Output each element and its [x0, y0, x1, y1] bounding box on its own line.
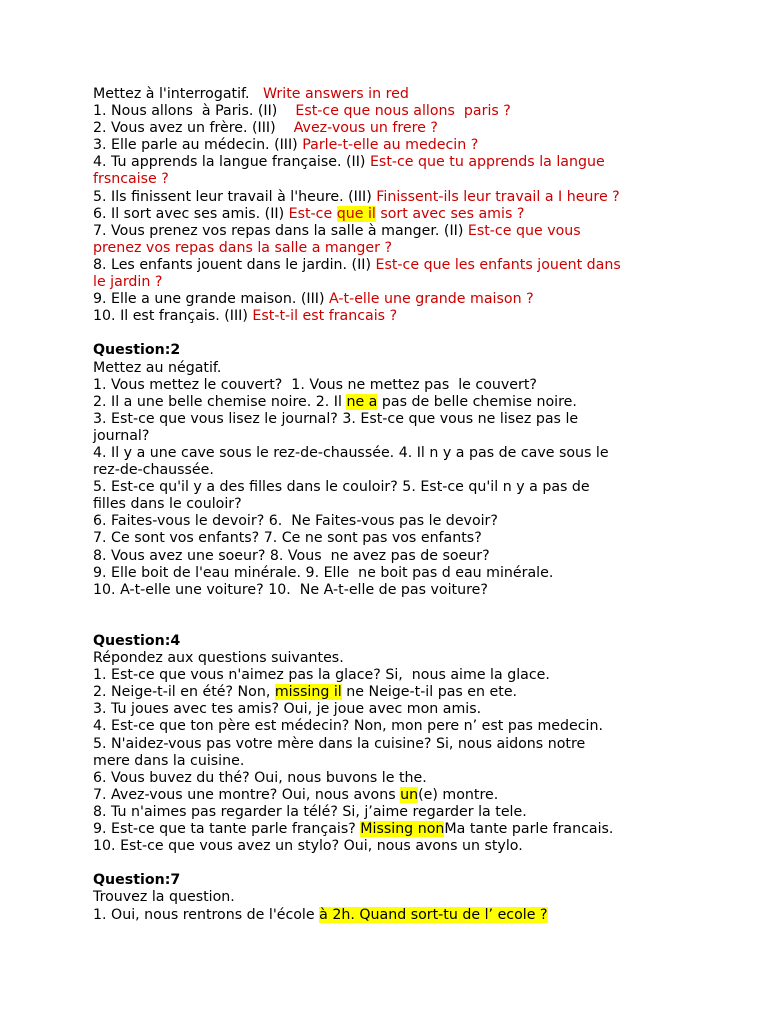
exercise-line: 7. Ce sont vos enfants? 7. Ce ne sont pas vos enfants? — [93, 530, 482, 547]
answer-text: Avez-vous un frere ? — [293, 120, 438, 137]
highlighted-text: Missing non — [360, 821, 445, 838]
exercise-line: 3. Elle parle au médecin. (III) Parle-t-elle au medecin ? — [93, 137, 479, 154]
exercise-line: 5. N'aidez-vous pas votre mère dans la cuisine? Si, nous aidons notre — [93, 735, 586, 752]
answer-text: A-t-elle une grande maison ? — [329, 291, 534, 308]
instruction-text: Répondez aux questions suivantes. — [93, 650, 344, 667]
exercise-line: 7. Vous prenez vos repas dans la salle à manger. (II) Est-ce que vous — [93, 222, 581, 239]
answer-text: Est-t-il est francais ? — [252, 308, 398, 325]
answer-text: Parle-t-elle au medecin ? — [302, 137, 479, 154]
highlighted-text: ne a — [346, 393, 378, 410]
exercise-line: 2. Vous avez un frère. (III) Avez-vous un frere ? — [93, 120, 438, 137]
exercise-line: rez-de-chaussée. — [93, 462, 214, 479]
exercise-line: 3. Est-ce que vous lisez le journal? 3. Est-ce que vous ne lisez pas le — [93, 410, 579, 427]
highlighted-text: missing il — [274, 684, 342, 701]
exercise-line: 8. Les enfants jouent dans le jardin. (II) Est-ce que les enfants jouent dans — [93, 256, 621, 273]
spacer — [93, 855, 733, 872]
exercise-line: 7. Avez-vous une montre? Oui, nous avons un(e) montre. — [93, 786, 499, 803]
exercise-line: 2. Il a une belle chemise noire. 2. Il ne a pas de belle chemise noire. — [93, 393, 577, 410]
exercise-line: 1. Vous mettez le couvert? 1. Vous ne mettez pas le couvert? — [93, 376, 537, 393]
exercise-line: 4. Tu apprends la langue française. (II) Est-ce que tu apprends la langue — [93, 154, 605, 171]
exercise-line: mere dans la cuisine. — [93, 752, 245, 769]
exercise-line: 1. Oui, nous rentrons de l'école à 2h. Quand sort-tu de l’ ecole ? — [93, 906, 548, 923]
exercise-line: 1. Nous allons à Paris. (II) Est-ce que nous allons paris ? — [93, 103, 511, 120]
exercise-line: 4. Est-ce que ton père est médecin? Non, mon pere n’ est pas medecin. — [93, 718, 603, 735]
answer-text: Est-ce que tu apprends la langue — [369, 154, 605, 171]
instruction-note: Write answers in red — [263, 86, 409, 102]
answer-text: Est-ce que vous — [467, 222, 581, 239]
exercise-line: 10. Il est français. (III) Est-t-il est francais ? — [93, 308, 398, 325]
exercise-line: 5. Est-ce qu'il y a des filles dans le couloir? 5. Est-ce qu'il n y a pas de — [93, 479, 590, 496]
highlighted-text: que il — [336, 205, 376, 222]
exercise-line: 10. A-t-elle une voiture? 10. Ne A-t-elle de pas voiture? — [93, 581, 488, 598]
question-heading: Question:4 — [93, 633, 181, 649]
exercise-line: 2. Neige-t-il en été? Non, missing il ne Neige-t-il pas en ete. — [93, 684, 518, 701]
exercise-line: 9. Elle boit de l'eau minérale. 9. Elle ne boit pas d eau minérale. — [93, 564, 554, 581]
instruction-text: Trouvez la question. — [93, 889, 235, 906]
exercise-line: 1. Est-ce que vous n'aimez pas la glace? Si, nous aime la glace. — [93, 667, 550, 684]
exercise-line: 6. Il sort avec ses amis. (II) Est-ce que il sort avec ses amis ? — [93, 205, 525, 222]
exercise-line: 10. Est-ce que vous avez un stylo? Oui, nous avons un stylo. — [93, 838, 523, 855]
exercise-line: 8. Vous avez une soeur? 8. Vous ne avez pas de soeur? — [93, 547, 490, 564]
answer-continuation: prenez vos repas dans la salle a manger ? — [93, 239, 393, 256]
document-page — [93, 86, 733, 924]
answer-text: Est-ce que nous allons paris ? — [295, 103, 511, 120]
exercise-line: 3. Tu joues avec tes amis? Oui, je joue avec mon amis. — [93, 701, 482, 718]
exercise-line: filles dans le couloir? — [93, 496, 242, 513]
instruction-text: Mettez au négatif. — [93, 359, 222, 376]
exercise-line: 6. Vous buvez du thé? Oui, nous buvons le the. — [93, 769, 427, 786]
answer-continuation: le jardin ? — [93, 274, 163, 291]
exercise-line: 5. Ils finissent leur travail à l'heure. (III) Finissent-ils leur travail a I heure ? — [93, 188, 620, 205]
answer-continuation: frsncaise ? — [93, 171, 169, 188]
spacer — [93, 599, 733, 633]
exercise-line: 8. Tu n'aimes pas regarder la télé? Si, j’aime regarder la tele. — [93, 803, 527, 820]
highlighted-text: à 2h. Quand sort-tu de l’ ecole ? — [319, 906, 548, 923]
exercise-line: 4. Il y a une cave sous le rez-de-chaussée. 4. Il n y a pas de cave sous le — [93, 444, 609, 461]
exercise-line: 9. Est-ce que ta tante parle français? Missing nonMa tante parle francais. — [93, 821, 614, 838]
highlighted-text: un — [400, 786, 419, 803]
question-heading: Question:2 — [93, 342, 181, 359]
exercise-line: 6. Faites-vous le devoir? 6. Ne Faites-vous pas le devoir? — [93, 513, 498, 530]
exercise-line: journal? — [93, 427, 150, 444]
instruction-line — [93, 86, 733, 103]
exercise-line: 9. Elle a une grande maison. (III) A-t-elle une grande maison ? — [93, 291, 534, 308]
spacer — [93, 325, 733, 342]
answer-text: Finissent-ils leur travail a I heure ? — [376, 188, 620, 205]
question-heading: Question:7 — [93, 872, 181, 889]
instruction-text: Mettez à l'interrogatif. — [93, 86, 250, 102]
answer-text: Est-ce que les enfants jouent dans — [375, 256, 621, 273]
